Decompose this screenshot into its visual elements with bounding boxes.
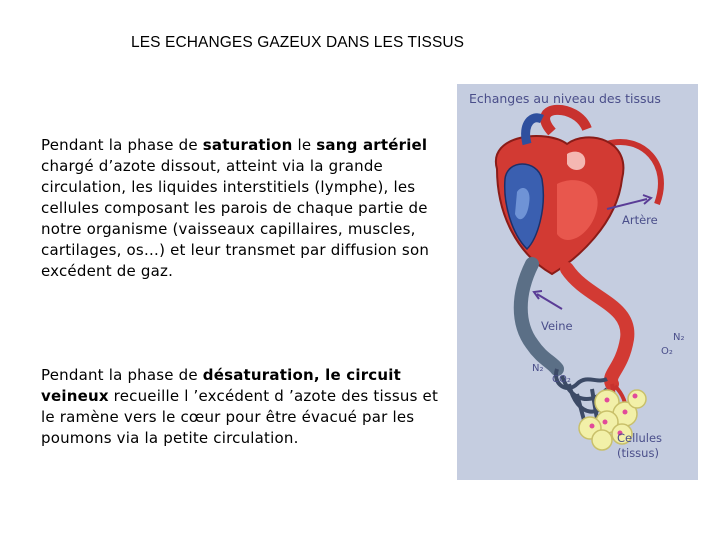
vein-arrow-shape: [537, 294, 562, 309]
n2-left-label: N₂: [532, 363, 544, 374]
desaturation-paragraph: [41, 365, 456, 449]
cells-label: Cellules: [617, 431, 663, 445]
p2-text-1: Pendant la phase de: [41, 366, 203, 384]
figure-title: Echanges au niveau des tissus: [469, 91, 661, 106]
artery-vessel-shape: [567, 269, 627, 384]
p1-text-1: Pendant la phase de: [41, 136, 203, 154]
vein-vessel-shape: [521, 264, 557, 369]
vein-label: Veine: [541, 319, 573, 333]
p1-bold-arterial-blood: sang artériel: [316, 136, 428, 154]
saturation-paragraph: [41, 135, 456, 282]
p1-text-3: chargé d’azote dissout, atteint via la grande circulation, les liquides interstitiels (lymphe), les cellules composant les parois de chaque partie de notre organisme (vaisseaux capillaires, muscles, cartilages, os…) et leur transmet par diffusion son excédent de gaz.: [41, 157, 430, 280]
p2-text-2: recueille l ’excédent d ’azote des tissus et le ramène vers le cœur pour être évacué par les poumons via la petite circulation.: [41, 387, 439, 447]
heart-circulation-diagram: [457, 84, 698, 480]
p2-bold-desaturation: désaturation, le circuit veineux: [41, 366, 401, 405]
left-atrium-shape: [567, 152, 585, 170]
co2-label: CO₂: [552, 374, 571, 385]
artery-label: Artère: [622, 213, 658, 227]
n2-right-label: N₂: [673, 332, 685, 343]
page-title: LES ECHANGES GAZEUX DANS LES TISSUS: [131, 34, 465, 51]
p1-text-2: le: [292, 136, 317, 154]
p1-bold-saturation: saturation: [202, 136, 293, 154]
o2-label: O₂: [661, 346, 673, 357]
tissue-exchange-illustration: [457, 84, 698, 480]
aortic-arch-shape: [545, 110, 587, 132]
tissues-label: (tissus): [617, 446, 659, 460]
